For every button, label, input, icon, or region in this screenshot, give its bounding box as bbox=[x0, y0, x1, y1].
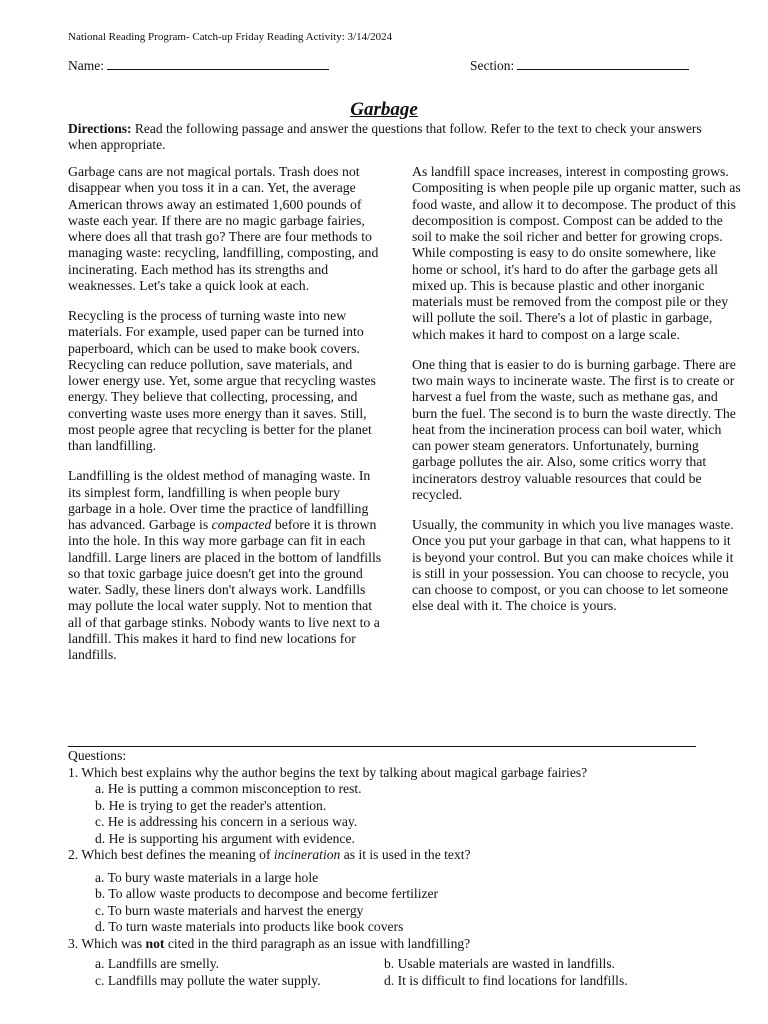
q2-text-end: as it is used in the text? bbox=[340, 847, 471, 862]
q3-option-c: c. Landfills may pollute the water supply. bbox=[95, 972, 321, 988]
q3-text-end: cited in the third paragraph as an issue with landfilling? bbox=[164, 935, 471, 951]
question-2 bbox=[68, 847, 748, 864]
compacted-term: compacted bbox=[211, 517, 272, 532]
worksheet-header: National Reading Program- Catch-up Friday Reading Activity: 3/14/2024 bbox=[68, 31, 393, 43]
questions-section bbox=[68, 748, 748, 989]
section-divider bbox=[68, 746, 696, 747]
section-label: Section: bbox=[470, 58, 515, 73]
q3-option-a: a. Landfills are smelly. bbox=[95, 956, 220, 971]
section-blank-line bbox=[517, 56, 689, 70]
incineration-term: incineration bbox=[273, 847, 341, 862]
q1-option-a: a. He is putting a common misconception to rest. bbox=[95, 781, 362, 796]
passage-paragraph-4: As landfill space increases, interest in composting grows. Compositing is when people pile up organic matter, such as food waste, and allow it to decompose. The product of this decomposition is compost. Compost can be added to the soil to make the soil richer and better for growing crops. While composting is easy to do onsite somewhere, like home or school, it's hard to do after the garbage gets all mixed up. This is because plastic and other inorganic materials must be removed from the compost pile or they will pollute the soil. There's a lot of plastic in garbage, which makes it hard to compost on a large scale. bbox=[412, 164, 741, 342]
name-field bbox=[68, 56, 329, 74]
q2-option-b: b. To allow waste products to decompose and become fertilizer bbox=[95, 886, 439, 901]
q3-text-start: 3. Which was bbox=[68, 935, 146, 951]
passage-paragraph-3 bbox=[68, 468, 386, 663]
q3-option-b: b. Usable materials are wasted in landfills. bbox=[384, 956, 616, 971]
q2-text-start: 2. Which best defines the meaning of bbox=[68, 847, 274, 862]
question-3-options bbox=[95, 956, 748, 989]
paragraph-3-text-end: before it is thrown into the hole. In this way more garbage can fit in each landfill. Large liners are placed in the bottom of landfills so that toxic garbage juice doesn't get into the ground water. Sadly, these liners don't always work. Landfills may pollute the local water supply. Not to mention that all of that garbage stinks. Nobody wants to live next to a landfill. This makes it hard to find new locations for landfills. bbox=[68, 517, 382, 662]
q1-option-c: c. He is addressing his concern in a serious way. bbox=[95, 814, 358, 829]
section-field bbox=[470, 56, 689, 74]
q2-option-c: c. To burn waste materials and harvest the energy bbox=[95, 902, 364, 918]
q1-option-d: d. He is supporting his argument with evidence. bbox=[95, 830, 355, 846]
paragraph-3-text-start: Landfilling is the oldest method of managing waste. In its simplest form, landfilling is when people bury garbage in a hole. Over time the practice of landfilling has advanced. Garbage is bbox=[68, 468, 371, 532]
q2-option-d: d. To turn waste materials into products like book covers bbox=[95, 919, 404, 934]
question-3 bbox=[68, 936, 748, 953]
passage-left-column bbox=[68, 164, 386, 677]
q1-option-b: b. He is trying to get the reader's attention. bbox=[95, 797, 327, 813]
questions-heading: Questions: bbox=[68, 748, 127, 763]
passage-paragraph-6: Usually, the community in which you live manages waste. Once you put your garbage in that can, what happens to it is beyond your control. But you can make choices while it is still in your possession. You can choose to recycle, you can choose to compost, or you can choose to let someone else deal with it. The choice is yours. bbox=[412, 517, 734, 614]
q2-option-a: a. To bury waste materials in a large hole bbox=[95, 869, 319, 885]
passage-paragraph-2: Recycling is the process of turning waste into new materials. For example, used paper can be turned into paperboard, which can be used to make book covers. Recycling can reduce pollution, save materials, and lower energy use. Yet, some argue that recycling wastes energy. They believe that collecting, processing, and converting waste uses more energy than it saves. Still, most people agree that recycling is better for the planet than landfilling. bbox=[68, 308, 376, 453]
not-emphasis: not bbox=[145, 935, 165, 951]
directions-text: Read the following passage and answer the questions that follow. Refer to the text to check your answers when appropriate. bbox=[68, 121, 702, 152]
directions-label: Directions: bbox=[68, 121, 132, 136]
passage-right-column bbox=[412, 164, 742, 629]
q3-option-d: d. It is difficult to find locations for landfills. bbox=[384, 972, 628, 988]
passage-paragraph-1: Garbage cans are not magical portals. Trash does not disappear when you toss it in a can. Yet, the average American throws away an estimated 1,600 pounds of waste each year. If there are no magic garbage fairies, where does all that trash go? There are four methods to managing waste: recycling, landfilling, composting, and incinerating. Each method has its strengths and weaknesses. Let's take a quick look at each. bbox=[68, 164, 379, 293]
question-1: 1. Which best explains why the author begins the text by talking about magical garbage fairies? bbox=[68, 764, 588, 780]
name-label: Name: bbox=[68, 58, 104, 73]
directions bbox=[68, 121, 728, 153]
question-2-options bbox=[95, 870, 748, 936]
passage-paragraph-5: One thing that is easier to do is burning garbage. There are two main ways to incinerate waste. The first is to create or harvest a fuel from the waste, such as methane gas, and burn the fuel. The second is to burn the waste directly. The heat from the incineration process can boil water, which can power steam generators. Unfortunately, burning garbage pollutes the air. Also, some critics worry that incinerators destroy valuable resources that could be recycled. bbox=[412, 356, 736, 502]
page-title: Garbage bbox=[350, 99, 418, 120]
name-blank-line bbox=[107, 56, 329, 70]
question-1-options bbox=[95, 781, 748, 847]
